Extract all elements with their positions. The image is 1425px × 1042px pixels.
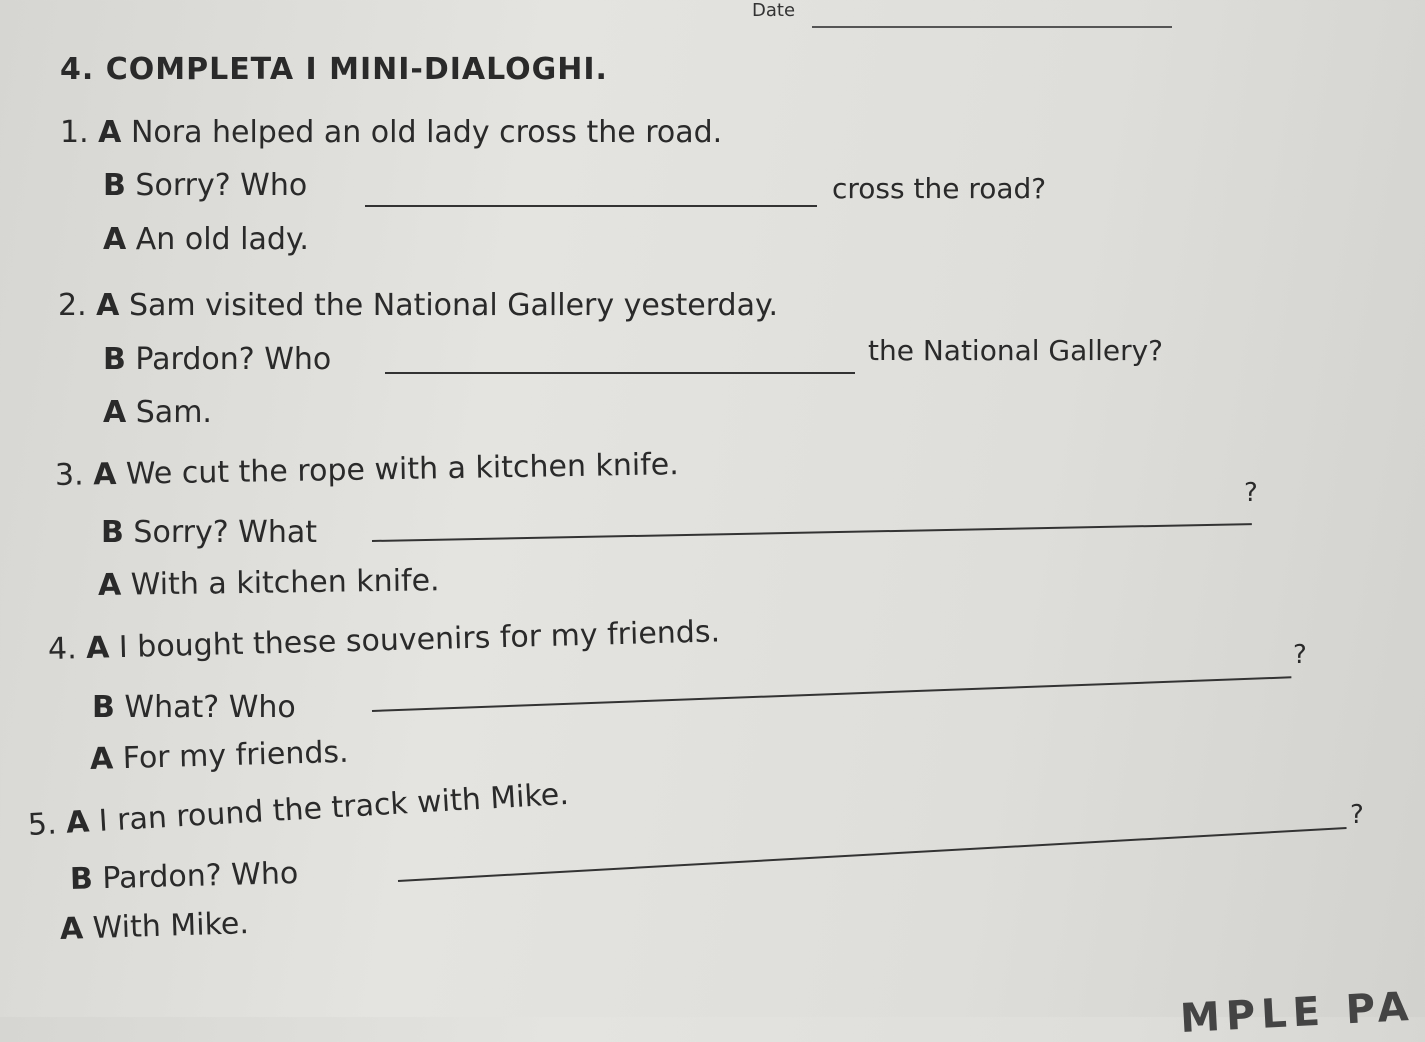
dialogue-text: Sorry? Who <box>135 168 308 203</box>
speaker-a: A <box>103 395 127 430</box>
item-2-line-b <box>103 342 331 377</box>
dialogue-text: With a kitchen knife. <box>130 563 440 603</box>
item-3-line-a <box>55 447 679 493</box>
item-number: 1. <box>60 115 89 150</box>
item-4-line-a2 <box>90 735 349 777</box>
speaker-a: A <box>89 741 114 777</box>
item-4-answer-blank[interactable] <box>372 676 1291 712</box>
item-1-answer-blank[interactable] <box>365 205 817 207</box>
item-5-question-mark: ? <box>1350 800 1364 830</box>
item-2-line-a2 <box>103 395 212 430</box>
date-blank[interactable] <box>812 26 1172 28</box>
speaker-b: B <box>101 515 124 550</box>
item-2-answer-blank[interactable] <box>385 372 855 374</box>
item-4-line-b <box>92 690 296 725</box>
item-number: 2. <box>58 288 87 323</box>
speaker-a: A <box>96 288 120 323</box>
date-label: Date <box>752 0 796 21</box>
item-number: 5. <box>26 806 58 843</box>
footer-partial-heading: MPLE PA <box>1178 983 1416 1042</box>
dialogue-text: Sam visited the National Gallery yesterday. <box>128 288 778 323</box>
dialogue-text: With Mike. <box>92 906 250 946</box>
dialogue-text: I ran round the track with Mike. <box>97 776 570 839</box>
speaker-a: A <box>103 222 127 257</box>
exercise-title: 4. COMPLETA I MINI-DIALOGHI. <box>60 52 608 87</box>
dialogue-text: Pardon? Who <box>135 342 332 377</box>
item-4-line-a <box>48 614 721 667</box>
item-1-line-a2 <box>103 222 309 257</box>
speaker-a: A <box>98 115 122 150</box>
dialogue-text: We cut the rope with a kitchen knife. <box>125 447 680 492</box>
dialogue-text: For my friends. <box>122 734 349 777</box>
dialogue-text: An old lady. <box>135 222 309 257</box>
item-number: 3. <box>54 457 84 493</box>
item-1-line-b-end: cross the road? <box>832 172 1047 205</box>
speaker-a: A <box>85 630 110 666</box>
item-1-line-b <box>103 168 307 203</box>
item-3-answer-blank[interactable] <box>372 523 1252 542</box>
speaker-b: B <box>103 342 126 377</box>
dialogue-text: Pardon? Who <box>101 856 299 897</box>
item-5-answer-blank[interactable] <box>398 827 1347 882</box>
dialogue-text: Sorry? What <box>133 515 317 550</box>
item-5-line-b <box>70 856 299 897</box>
item-3-line-b <box>101 515 317 550</box>
speaker-b: B <box>69 861 94 897</box>
dialogue-text: I bought these souvenirs for my friends. <box>118 614 721 666</box>
item-1-line-a <box>60 115 722 150</box>
item-4-question-mark: ? <box>1293 640 1307 670</box>
speaker-a: A <box>92 456 117 493</box>
speaker-a: A <box>97 567 122 603</box>
item-2-line-a <box>58 288 778 323</box>
speaker-a: A <box>59 911 84 947</box>
speaker-b: B <box>103 168 126 203</box>
speaker-a: A <box>65 804 91 841</box>
dialogue-text: Nora helped an old lady cross the road. <box>130 115 723 150</box>
speaker-b: B <box>92 690 115 725</box>
dialogue-text: What? Who <box>124 690 296 725</box>
item-number: 4. <box>47 631 78 667</box>
item-5-line-a2 <box>59 906 249 947</box>
item-2-line-b-end: the National Gallery? <box>868 334 1164 367</box>
item-3-line-a2 <box>98 563 440 603</box>
item-3-question-mark: ? <box>1244 478 1258 508</box>
item-5-line-a <box>27 777 570 843</box>
dialogue-text: Sam. <box>135 395 212 430</box>
